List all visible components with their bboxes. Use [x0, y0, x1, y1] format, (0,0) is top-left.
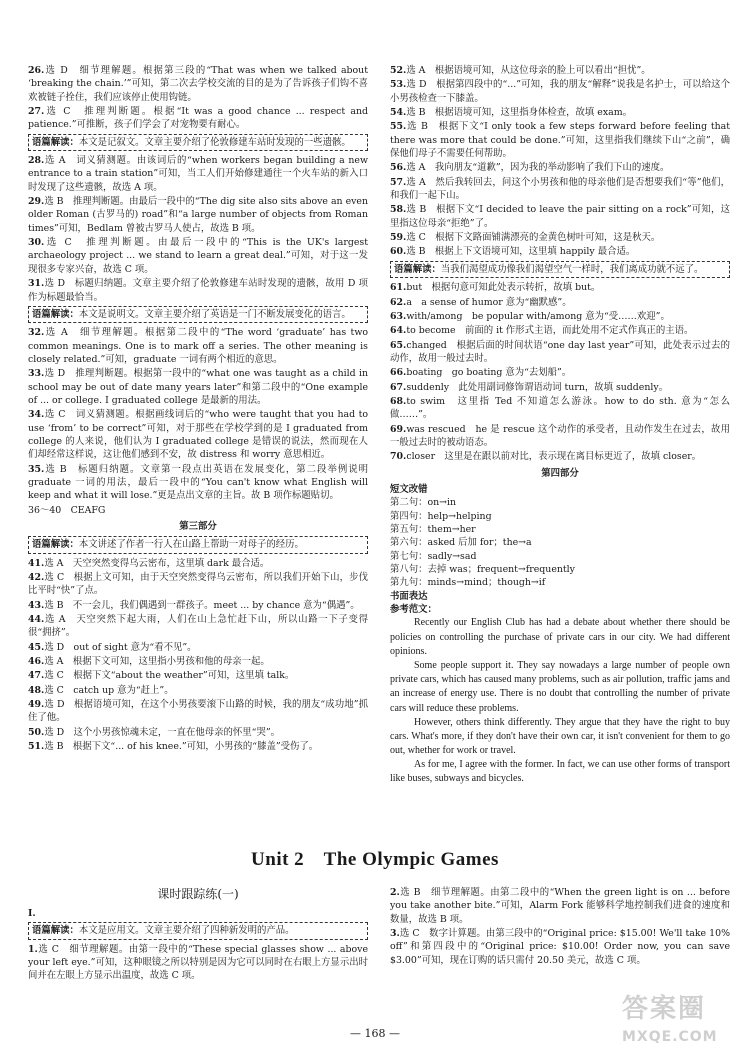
answer-item	[390, 231, 730, 244]
correction-line: 第五句：them→her	[390, 524, 476, 535]
answer-item	[390, 161, 730, 174]
answer-item	[390, 78, 730, 105]
note-text: 当我们渴望成功像我们渴望空气一样时，我们离成功就不远了。	[440, 263, 704, 275]
item-number: 35.	[28, 463, 45, 475]
sample-heading: 参考范文：	[390, 604, 437, 616]
item-number: 60.	[390, 246, 407, 258]
item-text: 选 A 然后我转回去，问这个小男孩和他的母亲他们是否想要我们“等”他们，和我们一起下山。	[390, 176, 730, 202]
item-number: 43.	[28, 599, 45, 611]
left-column	[28, 64, 368, 755]
answer-item	[390, 296, 730, 309]
item-number: 32.	[28, 327, 45, 339]
item-number: 69.	[390, 423, 407, 435]
answer-item	[28, 367, 368, 407]
item-text: 选 A 天空突然变得乌云密布，这里填 dark 最合适。	[44, 557, 270, 569]
answer-columns	[22, 64, 728, 844]
item-number: 49.	[28, 699, 45, 711]
item-number: 31.	[28, 278, 45, 290]
note-text: 本文讲述了作者一行人在山路上帮助一对母子的经历。	[78, 539, 304, 551]
item-number: 29.	[28, 196, 45, 208]
note-text: 本文是说明文。文章主要介绍了英语是一门不断发展变化的语言。	[78, 308, 351, 320]
item-text: 选 A 根据下文可知，这里指小男孩和他的母亲一起。	[44, 656, 270, 668]
item-text: 选 B 根据语境可知，这里指身体检查，故填 exam。	[406, 107, 632, 119]
watermark-logo	[622, 991, 742, 1047]
item-text: 选 B 标题归纳题。文章第一段点出英语在发展变化，第二段举例说明 graduate 一词的用法，最后一段中的“You can't know what English will keep and what it will lose.”更是点出文章的主旨。故 B 项作标题贴切。	[28, 463, 368, 502]
correction-line: 第八句：去掉 was；frequent→frequently	[390, 564, 575, 576]
answer-item	[28, 613, 368, 640]
part-three-title: 第三部分	[179, 521, 217, 532]
lower-right-column	[390, 886, 730, 968]
answer-item	[28, 740, 368, 753]
item-text: 选 B 细节理解题。由第二段中的“When the green light is on ... before you take another bite.”可知，Alarm Fork 能够科学地控制我们进食的速度和数量，故选 B 项。	[390, 887, 730, 925]
page	[22, 64, 728, 1044]
item-text: 选 C catch up 意为“赶上”。	[44, 684, 174, 696]
answer-item	[28, 463, 368, 503]
item-text: 选 A 天空突然下起大雨，人们在山上急忙赶下山，所以山路一下子变得很“拥挤”。	[28, 614, 368, 639]
item-number: 51.	[28, 741, 45, 753]
answer-item	[28, 698, 368, 725]
item-text: a a sense of humor 意为“幽默感”。	[406, 296, 572, 308]
section-roman-numeral: I.	[28, 908, 36, 920]
item-text: 选 A 我向朋友“道歉”，因为我的举动影响了我们下山的速度。	[406, 162, 670, 174]
reading-note	[390, 261, 730, 278]
unit-title: Unit 2 The Olympic Games	[251, 849, 499, 870]
note-title: 语篇解读：	[32, 308, 79, 320]
item-number: 52.	[390, 65, 407, 76]
item-text: 选 D 细节理解题。根据第三段的“That was when we talked about ‘breaking the chain.’”可知，第二次去学校交流的目的是为了告诉孩子们钩不喜欢被链子拴住，我们应该停止使用钩链。	[28, 65, 368, 103]
watermark-bottom: MXQE.COM	[622, 1028, 718, 1045]
essay-paragraph: Some people support it. They say nowadays a large number of people own private cars, which has caused many problems, such as air pollution, traffic jams and an increase of energy use. There is no doubt that controlling the number of private cars will reduce these problems.	[390, 659, 730, 714]
item-number: 57.	[390, 176, 407, 188]
answer-item	[28, 943, 368, 983]
note-text: 本文是应用文。文章主要介绍了四种新发明的产品。	[78, 925, 295, 937]
item-text: 选 B 推理判断题。由最后一段中的“The dig site also sits above an even older Roman (古罗马的) road”和“a large number of objects from Roman times”可知，Bedlam 曾被古罗马人使占，故选 B 项。	[28, 196, 368, 234]
correction-line: 第四句：help→helping	[390, 510, 492, 522]
item-number: 46.	[28, 656, 45, 668]
answer-item	[390, 310, 730, 323]
item-text: 选 B 根据下文“I only took a few steps forward before feeling that there was more that could be done.”可知，这里指我们继续下山“之前”，确保他们母子不需要任何帮助。	[390, 121, 730, 160]
answer-item	[390, 886, 730, 926]
answer-item	[28, 408, 368, 461]
item-number: 30.	[28, 237, 45, 249]
answer-item	[390, 281, 730, 294]
item-text: to become 前面的 it 作形式主语，而此处用不定式作真正的主语。	[406, 325, 694, 337]
note-title: 语篇解读：	[394, 263, 441, 275]
answer-item	[390, 120, 730, 160]
item-number: 61.	[390, 282, 407, 294]
item-number: 62.	[390, 296, 407, 308]
item-text: 选 C 根据下文路面铺满漂亮的金黄色树叶可知，这是秋天。	[406, 232, 661, 244]
answer-item	[390, 176, 730, 203]
answer-item	[28, 64, 368, 104]
item-number: 27.	[28, 106, 45, 118]
item-number: 3.	[390, 928, 400, 940]
item-text: 选 A 根据语境可知，从这位母亲的脸上可以看出“担忧”。	[406, 65, 651, 76]
answer-item	[390, 339, 730, 366]
reading-note	[28, 536, 368, 553]
answer-item	[390, 366, 730, 379]
item-number: 67.	[390, 381, 407, 393]
item-number: 70.	[390, 451, 407, 463]
item-text: 选 D 标题归纳题。文章主要介绍了伦敦修建车站时发现的遗骸，故用 D 项作为标题最恰当。	[28, 278, 368, 303]
part-four-title: 第四部分	[541, 467, 579, 479]
item-number: 64.	[390, 325, 407, 337]
correction-line: 第六句：asked 后加 for；the→a	[390, 537, 532, 549]
essay-paragraph: As for me, I agree with the former. In fact, we can use other forms of transport like buses, subways and bicycles.	[390, 759, 730, 785]
watermark-top: 答案圈	[622, 994, 707, 1024]
note-title: 语篇解读：	[32, 925, 79, 937]
item-number: 54.	[390, 107, 407, 119]
item-text: 选 B 不一会儿，我们偶遇到一群孩子。meet ... by chance 意为“偶遇”。	[44, 599, 360, 611]
reading-note	[28, 134, 368, 151]
item-text: 选 C 词义猜测题。根据画线词后的“who were taught that you had to use ‘from’ to be correct”可知，对于那些在学校学到的是 I graduated from college 的人来说，他们认为 I graduated college 是错误的说法，然而现在人们却经常这样说，这让他们感到不安，故 distress 和 worry 意思相近。	[28, 409, 368, 461]
item-text: 选 D 这个小男孩惊魂未定，一直在他母亲的怀里“哭”。	[44, 726, 281, 738]
answer-item	[28, 684, 368, 697]
item-number: 56.	[390, 162, 407, 174]
answer-item	[390, 245, 730, 258]
item-number: 34.	[28, 409, 45, 421]
answer-item	[28, 599, 368, 612]
item-number: 63.	[390, 310, 407, 322]
answer-item	[390, 423, 730, 450]
item-text: with/among be popular with/among 意为“受……欢迎”。	[406, 310, 670, 322]
answer-item	[390, 395, 730, 422]
item-text: 选 C 数字计算题。由第三段中的“Original price: $15.00! We'll take 10% off”和第四段中的“Original price: $10.00! Order now, you can save $3.00”可知，现在订购的话只需付 20.50 美元，故选 C 项。	[390, 928, 730, 966]
right-column	[390, 64, 730, 787]
answer-item	[28, 105, 368, 132]
item-number: 58.	[390, 204, 407, 216]
answer-item	[390, 203, 730, 230]
item-text: 选 C 细节理解题。由第一段中的“These special glasses show ... above your left eye.”可知，这种眼镜之所以特别是因为它可以同时在右眼上方显示出时间并在左眼上方显示出温度，故选 C 项。	[28, 943, 368, 982]
answer-item	[390, 106, 730, 119]
item-number: 48.	[28, 684, 45, 696]
item-number: 44.	[28, 614, 45, 626]
item-number: 68.	[390, 395, 407, 407]
item-number: 53.	[390, 79, 407, 91]
item-number: 42.	[28, 572, 45, 584]
answer-item	[28, 669, 368, 682]
item-text: to swim 这里指 Ted 不知道怎么游泳。how to do sth. 意为“怎么做……”。	[390, 395, 730, 421]
answer-item	[390, 64, 730, 77]
answer-item	[28, 557, 368, 570]
item-text: suddenly 此处用副词修饰谓语动词 turn，故填 suddenly。	[406, 381, 669, 393]
item-number: 26.	[28, 65, 45, 76]
answer-item	[390, 324, 730, 337]
item-number: 2.	[390, 887, 400, 898]
item-number: 41.	[28, 557, 45, 569]
answer-item	[28, 195, 368, 235]
item-text: 选 D out of sight 意为“看不见”。	[44, 641, 197, 653]
answer-item	[28, 154, 368, 194]
practice-heading: 课时跟踪练(一)	[157, 887, 239, 901]
correction-heading: 短文改错	[390, 483, 428, 495]
answer-item	[28, 571, 368, 598]
lower-left-column	[28, 886, 368, 984]
item-text: 选 B 根据下文“... of his knee.”可知，小男孩的“膝盖”受伤了。	[44, 741, 319, 753]
answer-item	[28, 655, 368, 668]
item-text: 选 D 推理判断题。根据第一段中的“what one was taught as a child in school may be out of date many years later”和第二段中的“One example of ... or college. I graduated college 是最新的用法。	[28, 368, 368, 406]
item-text: closer 这里是在跟以前对比，表示现在离目标更近了，故填 closer。	[406, 451, 702, 463]
correction-line: 第九句：minds→mind；though→if	[390, 577, 546, 589]
item-number: 66.	[390, 367, 407, 379]
item-number: 28.	[28, 155, 45, 167]
item-number: 65.	[390, 339, 407, 351]
answer-item	[390, 927, 730, 967]
item-number: 55.	[390, 121, 407, 133]
item-text: boating go boating 意为“去划船”。	[406, 367, 572, 379]
item-number: 59.	[390, 232, 407, 244]
item-text: 选 A 细节理解题。根据第二段中的“The word ‘graduate’ has two common meanings. One is to mark off a series. The other meaning is closely related.”可知，graduate 一词有两个相近的意思。	[28, 327, 368, 365]
item-number: 50.	[28, 726, 45, 738]
item-text: 选 D 根据语境可知，在这个小男孩要滚下山路的时候，我的朋友“成功地”抓住了他。	[28, 699, 368, 724]
sample-essay	[390, 616, 730, 786]
item-text: 选 C 根据下文“about the weather”可知，这里填 talk。	[44, 670, 295, 682]
note-title: 语篇解读：	[32, 136, 79, 148]
item-number: 45.	[28, 641, 45, 653]
item-text: 选 D 根据第四段中的“...”可知，我的朋友“解释”说我是名护士，可以给这个小男孩检查一下膝盖。	[390, 79, 730, 104]
note-text: 本文是记叙文。文章主要介绍了伦敦修建车站时发现的一些遗骸。	[78, 136, 351, 148]
answer-item	[28, 277, 368, 304]
reading-note	[28, 922, 368, 939]
correction-line: 第七句：sadly→sad	[390, 550, 477, 562]
item-text: 选 A 词义猜测题。由该词后的“when workers began building a new entrance to a train station”可知，当工人们开始修建通往一个火车站的新入口时发现了这些遗骸，故选 A 项。	[28, 155, 368, 193]
item-text: 选 B 根据上下文语境可知，这里填 happily 最合适。	[406, 246, 636, 258]
item-text: 选 C 根据上文可知，由于天空突然变得乌云密布，所以我们开始下山，步伐比平时“快”了点。	[28, 572, 368, 597]
item-number: 1.	[28, 943, 38, 955]
item-text: 选 C 推理判断题。根据“It was a good chance ... respect and patience.”可推断，孩子们学会了对宠物要有耐心。	[28, 106, 368, 131]
item-number: 33.	[28, 368, 45, 380]
answer-item	[28, 641, 368, 654]
correction-line: 第二句：on→in	[390, 497, 457, 509]
item-text: but 根据句意可知此处表示转折，故填 but。	[406, 282, 601, 294]
note-title: 语篇解读：	[32, 539, 79, 551]
item-text: changed 根据后面的时间状语“one day last year”可知，此处表示过去的动作，故用一般过去时。	[390, 339, 730, 364]
essay-paragraph: Recently our English Club has had a debate about whether there should be policies on controlling the purchase of private cars in our city. We had different opinions.	[390, 617, 730, 657]
answer-item	[390, 450, 730, 463]
item-text: was rescued he 是 rescue 这个动作的承受者，且动作发生在过去，故用一般过去时的被动语态。	[390, 423, 730, 448]
writing-heading: 书面表达	[390, 590, 428, 602]
reading-note	[28, 306, 368, 323]
answer-item	[28, 236, 368, 276]
answer-item	[28, 726, 368, 739]
item-number: 47.	[28, 670, 45, 682]
answer-item	[390, 381, 730, 394]
essay-paragraph: However, others think differently. They argue that they have the right to buy cars. What's more, if they don't have their own car, it isn't convenient for them to go out, whether for work or travel.	[390, 716, 730, 757]
item-text: 选 C 推理判断题。由最后一段中的“This is the UK's largest archaeology project ... we stand to learn a great deal.”可知，对于这一发现很多专家兴奋，故选 C 项。	[28, 237, 368, 275]
page-number: — 168 —	[350, 1027, 400, 1040]
item-text: 选 B 根据下文“I decided to leave the pair sitting on a rock”可知，这里指这位母亲“拒绝”了。	[390, 204, 730, 229]
answer-36-40: 36～40 CEAFG	[28, 504, 106, 516]
answer-item	[28, 326, 368, 366]
